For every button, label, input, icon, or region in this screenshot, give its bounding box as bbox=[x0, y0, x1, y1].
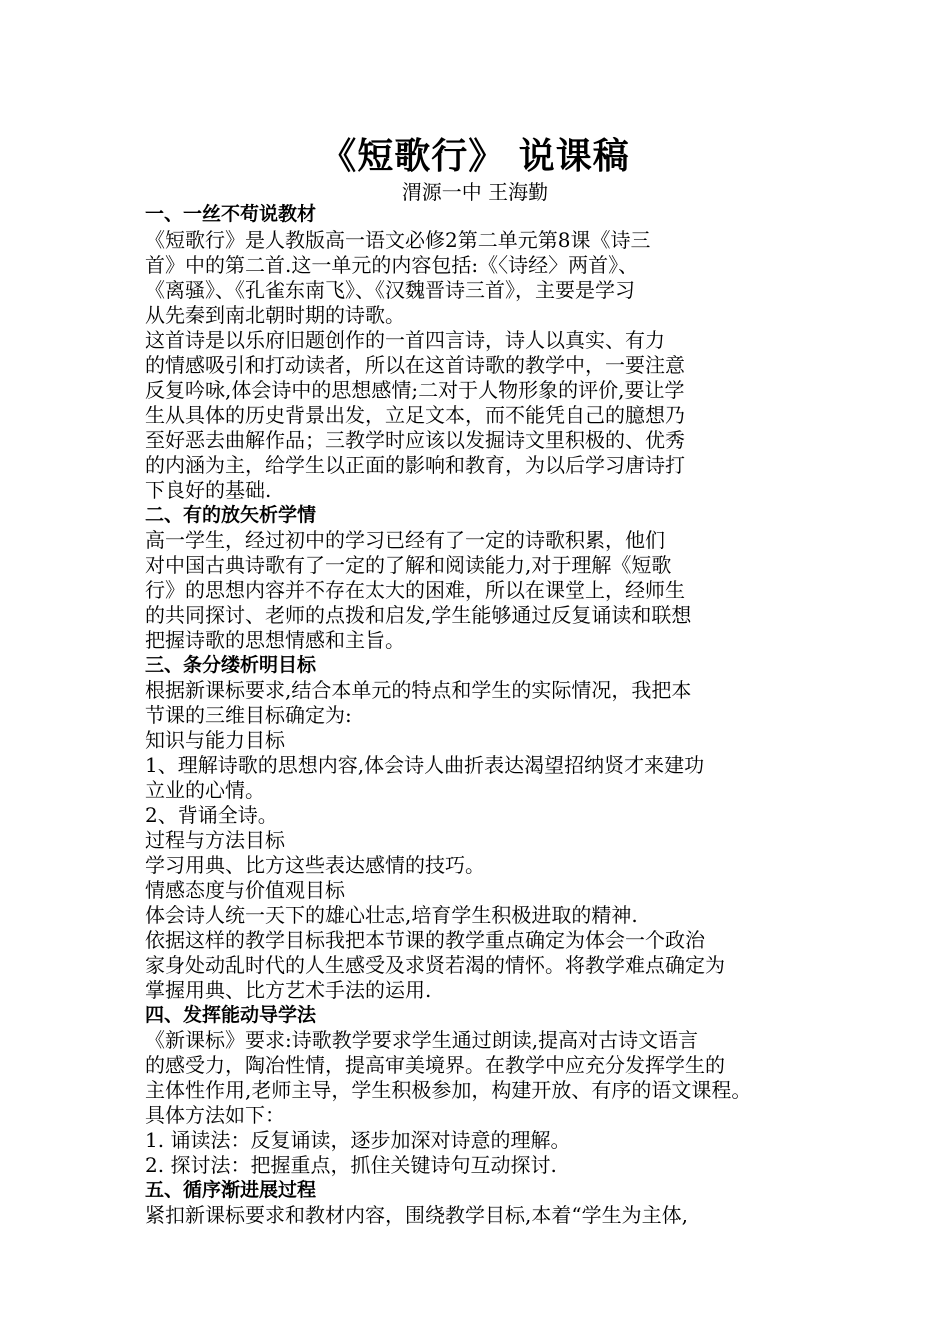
section-heading-5: 五、循序渐进展过程 bbox=[145, 1179, 317, 1201]
paragraph-line: 2、背诵全诗。 bbox=[145, 803, 278, 827]
paragraph-line: 《短歌行》是人教版高一语文必修2第二单元第8课《诗三 bbox=[145, 228, 651, 252]
paragraph-line: 的内涵为主，给学生以正面的影响和教育，为以后学习唐诗打 bbox=[145, 453, 685, 477]
section-heading-4: 四、发挥能动导学法 bbox=[145, 1004, 317, 1026]
section-heading-3: 三、条分缕析明目标 bbox=[145, 654, 317, 676]
subheading: 过程与方法目标 bbox=[145, 828, 285, 852]
paragraph-line: 依据这样的教学目标我把本节课的教学重点确定为体会一个政治 bbox=[145, 928, 705, 952]
paragraph-line: 把握诗歌的思想情感和主旨。 bbox=[145, 628, 405, 652]
page-title: 《短歌行》 说课稿 bbox=[320, 136, 630, 177]
paragraph-line: 立业的心情。 bbox=[145, 778, 265, 802]
paragraph-line: 高一学生，经过初中的学习已经有了一定的诗歌积累，他们 bbox=[145, 528, 665, 552]
subheading: 情感态度与价值观目标 bbox=[145, 878, 345, 902]
paragraph-line: 紧扣新课标要求和教材内容，围绕教学目标,本着“学生为主体, bbox=[145, 1203, 688, 1227]
list-item: 1. 诵读法：反复诵读，逐步加深对诗意的理解。 bbox=[145, 1128, 571, 1152]
paragraph-line: 1、理解诗歌的思想内容,体会诗人曲折表达渴望招纳贤才来建功 bbox=[145, 753, 705, 777]
paragraph-line: 从先秦到南北朝时期的诗歌。 bbox=[145, 303, 405, 327]
paragraph-line: 具体方法如下： bbox=[145, 1103, 285, 1127]
paragraph-line: 节课的三维目标确定为: bbox=[145, 703, 352, 727]
paragraph-line: 下良好的基础. bbox=[145, 478, 272, 502]
paragraph-line: 《新课标》要求:诗歌教学要求学生通过朗读,提高对古诗文语言 bbox=[145, 1028, 699, 1052]
paragraph-line: 反复吟咏,体会诗中的思想感情;二对于人物形象的评价,要让学 bbox=[145, 378, 685, 402]
paragraph-line: 的感受力，陶冶性情，提高审美境界。在教学中应充分发挥学生的 bbox=[145, 1053, 725, 1077]
paragraph-line: 家身处动乱时代的人生感受及求贤若渴的情怀。将教学难点确定为 bbox=[145, 953, 725, 977]
paragraph-line: 对中国古典诗歌有了一定的了解和阅读能力,对于理解《短歌 bbox=[145, 553, 672, 577]
paragraph-line: 主体性作用,老师主导，学生积极参加，构建开放、有序的语文课程。 bbox=[145, 1078, 752, 1102]
paragraph-line: 体会诗人统一天下的雄心壮志,培育学生积极进取的精神. bbox=[145, 903, 638, 927]
paragraph-line: 《离骚》、《孔雀东南飞》、《汉魏晋诗三首》，主要是学习 bbox=[145, 278, 635, 302]
paragraph-line: 的共同探讨、老师的点拨和启发,学生能够通过反复诵读和联想 bbox=[145, 603, 692, 627]
paragraph-line: 掌握用典、比方艺术手法的运用. bbox=[145, 978, 432, 1002]
list-item: 2. 探讨法：把握重点，抓住关键诗句互动探讨. bbox=[145, 1153, 557, 1177]
paragraph-line: 至好恶去曲解作品；三教学时应该以发掘诗文里积极的、优秀 bbox=[145, 428, 685, 452]
paragraph-line: 这首诗是以乐府旧题创作的一首四言诗，诗人以真实、有力 bbox=[145, 328, 665, 352]
section-heading-1: 一、一丝不苟说教材 bbox=[145, 203, 317, 225]
paragraph-line: 行》的思想内容并不存在太大的困难，所以在课堂上，经师生 bbox=[145, 578, 685, 602]
paragraph-line: 的情感吸引和打动读者，所以在这首诗歌的教学中，一要注意 bbox=[145, 353, 685, 377]
paragraph-line: 生从具体的历史背景出发，立足文本，而不能凭自己的臆想乃 bbox=[145, 403, 685, 427]
paragraph-line: 根据新课标要求,结合本单元的特点和学生的实际情况，我把本 bbox=[145, 678, 692, 702]
subheading: 知识与能力目标 bbox=[145, 728, 285, 752]
section-heading-2: 二、有的放矢析学情 bbox=[145, 504, 317, 526]
paragraph-line: 首》中的第二首.这一单元的内容包括:《〈诗经〉两首》、 bbox=[145, 253, 639, 277]
author-line: 渭源一中 王海勤 bbox=[401, 180, 549, 204]
paragraph-line: 学习用典、比方这些表达感情的技巧。 bbox=[145, 853, 485, 877]
